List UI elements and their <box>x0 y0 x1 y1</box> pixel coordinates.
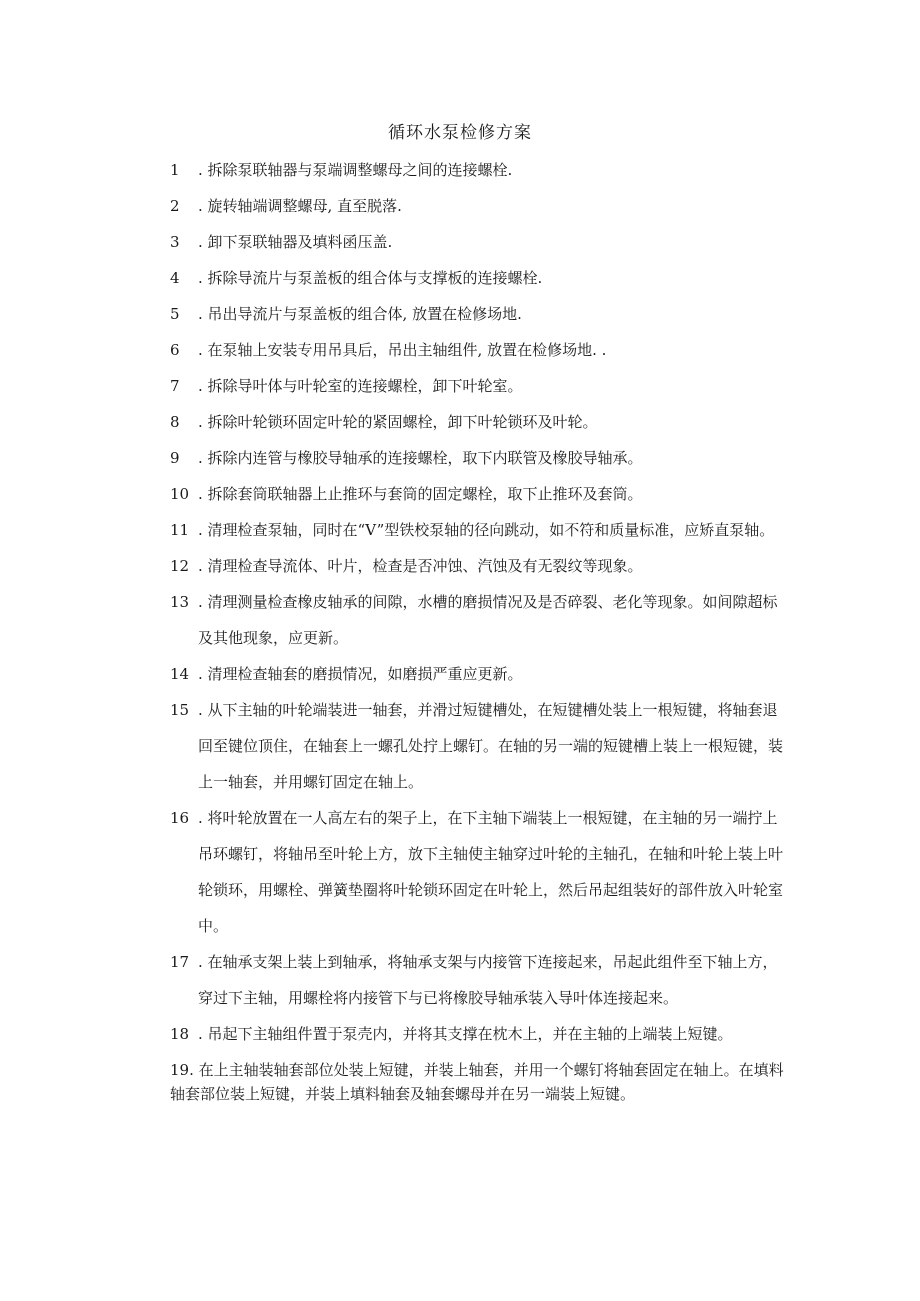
step-item <box>170 368 790 404</box>
step-item <box>170 944 790 1016</box>
step-number: 2 <box>170 197 180 215</box>
step-item <box>170 512 790 548</box>
step-text: . 拆除导流片与泵盖板的组合体与支撑板的连接螺栓. <box>198 269 543 287</box>
step-item <box>170 1058 790 1106</box>
step-number: 5 <box>170 305 180 323</box>
step-number: 15 <box>170 701 190 719</box>
step-item <box>170 404 790 440</box>
step-number: 4 <box>170 269 180 287</box>
step-item <box>170 800 790 944</box>
step-text: . 旋转轴端调整螺母, 直至脱落. <box>198 197 402 215</box>
step-text: . 卸下泵联轴器及填料函压盖. <box>198 233 393 251</box>
step-text: . 拆除泵联轴器与泵端调整螺母之间的连接螺栓. <box>198 161 513 179</box>
step-text: . 拆除叶轮锁环固定叶轮的紧固螺栓，卸下叶轮锁环及叶轮。 <box>198 413 598 431</box>
step-item <box>170 584 790 656</box>
step-number: 12 <box>170 557 190 575</box>
step-number: 1 <box>170 161 180 179</box>
step-text: . 吊出导流片与泵盖板的组合体, 放置在检修场地. <box>198 305 522 323</box>
step-number: 13 <box>170 593 190 611</box>
step-text: . 在上主轴装轴套部位处装上短键，并装上轴套，并用一个螺钉将轴套固定在轴上。在填料轴套部位装上短键，并装上填料轴套及轴套螺母并在另一端装上短键。 <box>170 1061 784 1103</box>
step-number: 14 <box>170 665 190 683</box>
step-number: 11 <box>170 521 190 539</box>
step-number: 9 <box>170 449 180 467</box>
step-item <box>170 692 790 800</box>
step-item <box>170 152 790 188</box>
step-item <box>170 440 790 476</box>
step-text: . 清理测量检查橡皮轴承的间隙，水槽的磨损情况及是否碎裂、老化等现象。如间隙超标及其他现象，应更新。 <box>198 593 778 647</box>
step-list <box>170 152 790 1106</box>
step-item <box>170 224 790 260</box>
step-item <box>170 332 790 368</box>
step-item <box>170 1016 790 1052</box>
step-number: 18 <box>170 1025 190 1043</box>
step-text: . 在轴承支架上装上到轴承，将轴承支架与内接管下连接起来，吊起此组件至下轴上方，穿过下主轴，用螺栓将内接管下与已将橡胶导轴承装入导叶体连接起来。 <box>198 953 778 1007</box>
step-text: . 拆除套筒联轴器上止推环与套筒的固定螺栓，取下止推环及套筒。 <box>198 485 643 503</box>
step-number: 17 <box>170 953 190 971</box>
step-text: . 将叶轮放置在一人高左右的架子上，在下主轴下端装上一根短键，在主轴的另一端拧上吊环螺钉，将轴吊至叶轮上方，放下主轴使主轴穿过叶轮的主轴孔，在轴和叶轮上装上叶轮锁环，用螺栓、弹簧垫圈将叶轮锁环固定在叶轮上，然后吊起组装好的部件放入叶轮室中。 <box>198 809 784 935</box>
step-number: 6 <box>170 341 180 359</box>
step-text: . 从下主轴的叶轮端装进一轴套，并滑过短键槽处，在短键槽处装上一根短键，将轴套退回至键位顶住，在轴套上一螺孔处拧上螺钉。在轴的另一端的短键槽上装上一根短键，装上一轴套，并用螺钉固定在轴上。 <box>198 701 784 791</box>
step-number: 7 <box>170 377 180 395</box>
step-item <box>170 656 790 692</box>
step-text: . 清理检查泵轴，同时在“V”型铁校泵轴的径向跳动，如不符和质量标准，应矫直泵轴。 <box>198 521 775 539</box>
step-number: 8 <box>170 413 180 431</box>
step-item <box>170 476 790 512</box>
step-number: 16 <box>170 809 190 827</box>
step-item <box>170 188 790 224</box>
step-text: . 在泵轴上安装专用吊具后，吊出主轴组件, 放置在检修场地. . <box>198 341 607 359</box>
document-title: 循环水泵检修方案 <box>388 123 532 143</box>
step-item <box>170 548 790 584</box>
step-text: . 拆除内连管与橡胶导轴承的连接螺栓，取下内联管及橡胶导轴承。 <box>198 449 643 467</box>
step-item <box>170 296 790 332</box>
step-number: 19 <box>170 1061 190 1079</box>
step-text: . 清理检查导流体、叶片，检查是否冲蚀、汽蚀及有无裂纹等现象。 <box>198 557 643 575</box>
step-item <box>170 260 790 296</box>
step-text: . 拆除导叶体与叶轮室的连接螺栓，卸下叶轮室。 <box>198 377 523 395</box>
step-number: 10 <box>170 485 190 503</box>
step-number: 3 <box>170 233 180 251</box>
step-text: . 清理检查轴套的磨损情况，如磨损严重应更新。 <box>198 665 523 683</box>
step-text: . 吊起下主轴组件置于泵壳内，并将其支撑在枕木上，并在主轴的上端装上短键。 <box>198 1025 733 1043</box>
